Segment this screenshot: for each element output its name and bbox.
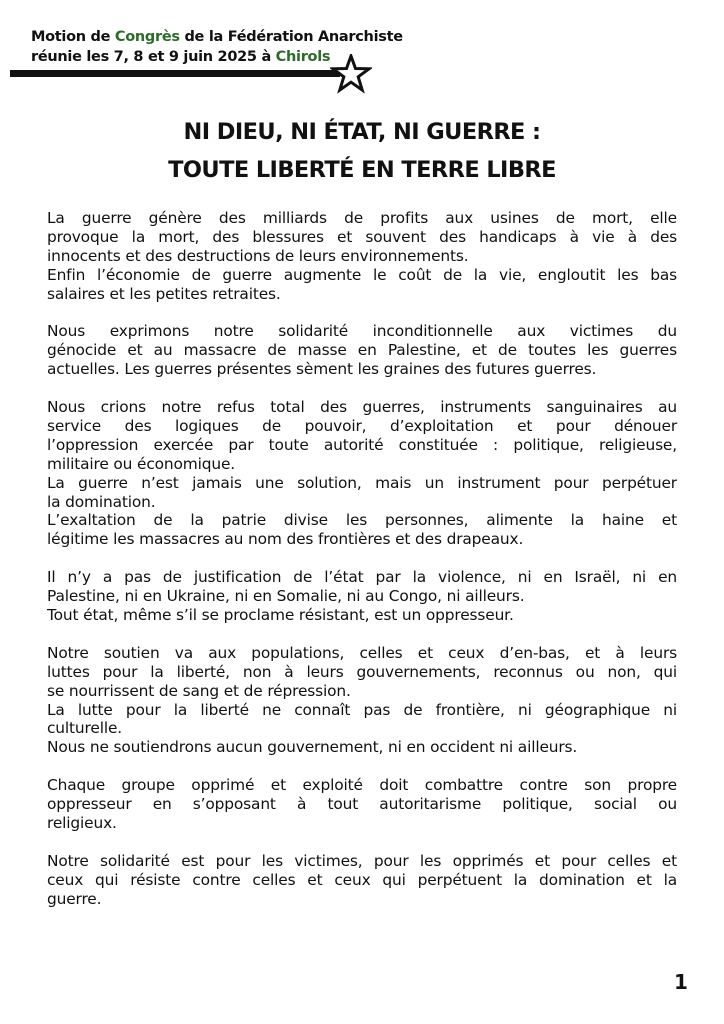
header-line-1-suffix: de la Fédération Anarchiste — [179, 29, 403, 45]
text-line: Nous ne soutiendrons aucun gouvernement, ni en occident ni ailleurs. — [47, 738, 578, 757]
text-line: Nous exprimons notre solidarité inconditionnelle aux victimes du — [47, 322, 677, 341]
text-line: génocide et au massacre de masse en Palestine, et de toutes les guerres — [47, 341, 677, 360]
text-line: militaire ou économique. — [47, 454, 236, 473]
paragraph-3 — [47, 398, 677, 549]
text-line: ceux qui résiste contre celles et ceux qui perpétuent la domination et la — [47, 870, 677, 889]
text-line: Chaque groupe opprimé et exploité doit combattre contre son propre — [47, 776, 677, 795]
text-line: La lutte pour la liberté ne connaît pas de frontière, ni géographique ni — [47, 700, 677, 719]
title-line-1: NI DIEU, NI ÉTAT, NI GUERRE : — [183, 119, 541, 145]
text-line: oppresseur en s’opposant à tout autoritarisme politique, social ou — [47, 795, 677, 814]
text-line: La guerre génère des milliards de profits aux usines de mort, elle — [47, 209, 677, 227]
text-line: Enfin l’économie de guerre augmente le coût de la vie, engloutit les bas — [47, 265, 677, 284]
text-line: innocents et des destructions de leurs environnements. — [47, 246, 469, 265]
text-line: guerre. — [47, 889, 102, 908]
star-icon — [330, 54, 372, 94]
header-line-1-prefix: Motion de — [31, 29, 115, 45]
header-line-1 — [31, 27, 403, 47]
text-line: la domination. — [47, 492, 156, 511]
text-line: Nous crions notre refus total des guerres, instruments sanguinaires au — [47, 398, 677, 417]
paragraph-6 — [47, 776, 677, 833]
paragraph-7 — [47, 852, 677, 909]
paragraph-2 — [47, 322, 677, 379]
text-line: actuelles. Les guerres présentes sèment les graines des futures guerres. — [47, 360, 597, 379]
text-line: religieux. — [47, 813, 117, 832]
text-line: Tout état, même s’il se proclame résistant, est un oppresseur. — [47, 605, 514, 624]
paragraph-5 — [47, 644, 677, 757]
page-title — [0, 113, 724, 189]
text-line: culturelle. — [47, 719, 123, 738]
text-line: service des logiques de pouvoir, d’exploitation et pour dénouer — [47, 416, 677, 435]
header-line-2-prefix: réunie les 7, 8 et 9 juin 2025 à — [31, 49, 276, 65]
paragraph-1 — [47, 209, 677, 304]
text-line: Notre solidarité est pour les victimes, pour les opprimés et pour celles et — [47, 851, 677, 870]
header-accent-congres: Congrès — [114, 29, 180, 45]
text-line: légitime les massacres au nom des frontières et des drapeaux. — [47, 530, 524, 549]
header-rule — [10, 70, 340, 77]
text-line: se nourrissent de sang et de répression. — [47, 681, 351, 700]
text-line: Palestine, ni en Ukraine, ni en Somalie, ni au Congo, ni ailleurs. — [47, 587, 525, 606]
text-line: Il n’y a pas de justification de l’état par la violence, ni en Israël, ni en — [47, 568, 677, 587]
text-line: luttes pour la liberté, non à leurs gouvernements, reconnus ou non, qui — [47, 662, 677, 681]
text-line: l’oppression exercée par toute autorité constituée : politique, religieuse, — [47, 435, 677, 454]
text-line: L’exaltation de la patrie divise les personnes, alimente la haine et — [47, 511, 677, 530]
text-line: La guerre n’est jamais une solution, mais un instrument pour perpétuer — [47, 473, 677, 492]
page-number: 1 — [674, 970, 688, 994]
motion-body — [47, 209, 677, 927]
text-line: Notre soutien va aux populations, celles et ceux d’en-bas, et à leurs — [47, 643, 677, 662]
header-accent-chirols: Chirols — [275, 49, 331, 65]
text-line: salaires et les petites retraites. — [47, 284, 281, 303]
paragraph-4 — [47, 568, 677, 625]
text-line: provoque la mort, des blessures et souvent des handicaps à vie à des — [47, 227, 677, 246]
title-line-2: TOUTE LIBERTÉ EN TERRE LIBRE — [168, 157, 556, 183]
